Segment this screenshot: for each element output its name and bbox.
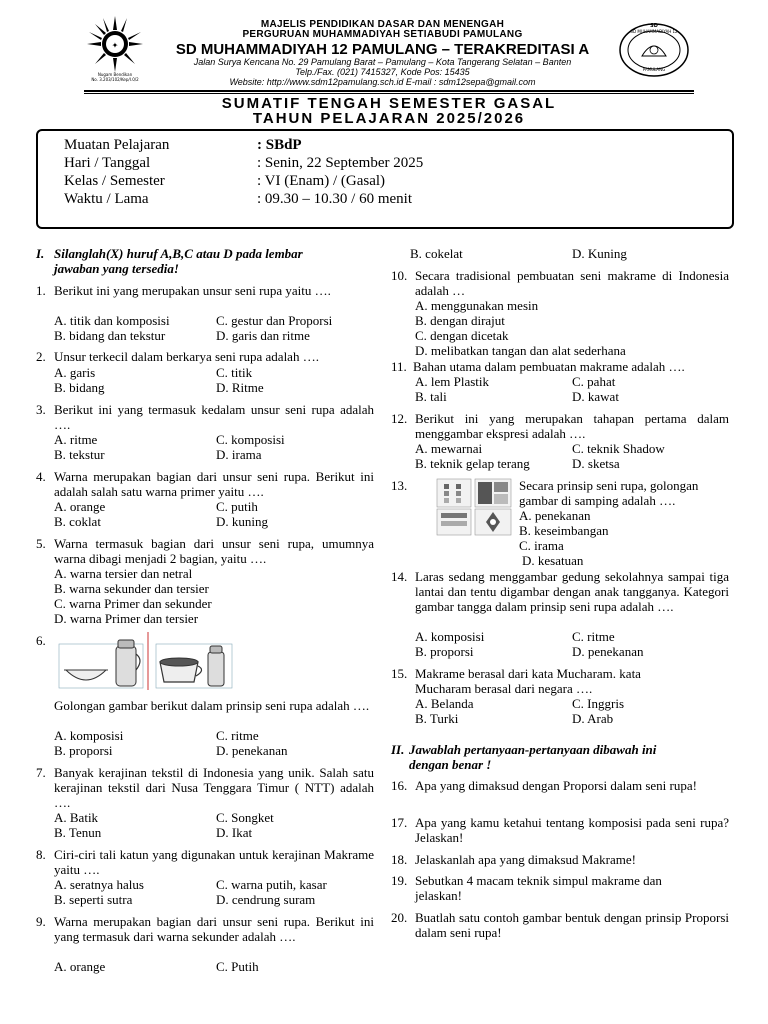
option-d: D. sketsa [572,456,620,471]
option-c: C. titik [216,365,253,380]
option-d: D. Kuning [572,246,627,261]
info-value-time: : 09.30 – 10.30 / 60 menit [257,191,412,207]
question-1 [36,283,374,298]
question-number: 14. [391,569,408,584]
option-a: A. ritme [54,432,98,447]
option-b: B. Tenun [54,825,102,840]
option-c: C. Putih [216,959,259,974]
question-text: Banyak kerajinan tekstil di Indonesia yang unik. Salah satu kerajinan tekstil dari Nusa Tenggara Timur ( NTT) adalah …. [54,765,374,810]
question-12 [391,411,729,441]
option-a: A. penekanan [519,508,591,523]
option-b: B. coklat [54,514,101,529]
question-number: 15. [391,666,408,681]
essay-question-20 [391,910,729,940]
section-1-instruction: Silanglah(X) huruf A,B,C atau D pada lembar [54,246,303,261]
question-number: 8. [36,847,46,862]
question-text: Warna merupakan bagian dari unsur seni rupa. Berikut ini adalah salah satu warna primer yaitu …. [54,469,374,499]
section-2-instruction: Jawablah pertanyaan-pertanyaan dibawah ini [409,742,657,757]
header-line-1: MAJELIS PENDIDIKAN DASAR DAN MENENGAH [260,19,505,30]
question-6-number: 6. [36,633,46,648]
option-d: D. warna Primer dan tersier [54,611,199,626]
header-line-2: PERGURUAN MUHAMMADIYAH SETIABUDI PAMULANG [242,29,523,40]
question-text: Berikut ini yang merupakan tahapan pertama dalam menggambar ekspresi adalah …. [415,411,729,441]
exam-title: SUMATIF TENGAH SEMESTER GASAL [221,95,557,112]
seal-bottom-text: PAMULANG [642,67,666,72]
question-text: Warna termasuk bagian dari unsur seni rupa, umumnya warna dibagi menjadi 2 bagian, yaitu …. [54,536,374,566]
logo-left-caption [80,72,150,82]
option-d: D. kawat [572,389,619,404]
option-c: C. ritme [572,629,615,644]
question-number: 5. [36,536,46,551]
question-2 [36,349,374,364]
option-b: B. proporsi [54,743,113,758]
question-text: Ciri-ciri tali katun yang digunakan untuk kerajinan Makrame yaitu …. [54,847,374,877]
option-c: C. Songket [216,810,274,825]
option-a: A. Batik [54,810,99,825]
question-text: Sebutkan 4 macam teknik simpul makrame dan jelaskan! [415,873,662,903]
exam-year: TAHUN PELAJARAN 2025/2026 [252,110,526,127]
option-c: C. gestur dan Proporsi [216,313,333,328]
option-c: C. dengan dicetak [415,328,509,343]
logo-caption-line: No. 3.203/102/Kep/I.0/2 [91,77,139,82]
essay-question-17 [391,815,729,845]
question-text: Secara prinsip seni rupa, golongan gambar di samping adalah …. [519,478,699,508]
info-label-class: Kelas / Semester [64,173,165,189]
option-d: D. cendrung suram [216,892,316,907]
option-c: C. ritme [216,728,259,743]
option-a: A. garis [54,365,96,380]
option-d: D. kesatuan [522,553,584,568]
question-9 [36,914,374,944]
seal-badge: SD [650,23,658,29]
option-c: C. warna putih, kasar [216,877,327,892]
option-c: C. warna Primer dan sekunder [54,596,212,611]
option-d: D. kuning [216,514,268,529]
option-b: B. bidang dan tekstur [54,328,166,343]
option-a: A. warna tersier dan netral [54,566,193,581]
option-b: B. tekstur [54,447,105,462]
question-11 [391,359,729,374]
question-4 [36,469,374,499]
question-text: Secara tradisional pembuatan seni makrame di Indonesia adalah … [415,268,729,298]
seal-top-text: SD MUHAMMADIYAH 12 [630,29,678,34]
option-d: D. melibatkan tangan dan alat sederhana [415,343,626,358]
question-13-number: 13. [391,478,408,493]
option-b: B. bidang [54,380,105,395]
question-number: 1. [36,283,46,298]
header-rule [84,90,694,92]
option-b: B. proporsi [415,644,474,659]
option-d: D. Ritme [216,380,264,395]
essay-question-16 [391,778,729,793]
question-text: Warna merupakan bagian dari unsur seni rupa. Berikut ini yang termasuk dari warna sekunder adalah …. [54,914,374,944]
school-seal-logo [618,22,690,78]
option-d: D. irama [216,447,262,462]
option-c: C. putih [216,499,258,514]
question-number: 3. [36,402,46,417]
shapes-illustration [436,478,512,536]
question-number: 20. [391,910,408,925]
option-d: D. Ikat [216,825,253,840]
option-a: A. orange [54,959,106,974]
option-b: B. Turki [415,711,459,726]
question-text: Bahan utama dalam pembuatan makrame adalah …. [413,359,685,374]
question-15 [391,666,691,696]
svg-text:✦: ✦ [111,41,119,50]
option-c: C. irama [519,538,564,553]
option-b: B. teknik gelap terang [415,456,530,471]
option-a: A. komposisi [415,629,485,644]
essay-question-19 [391,873,691,903]
question-text: Apa yang dimaksud dengan Proporsi dalam seni rupa! [415,778,697,793]
option-a: A. Belanda [415,696,474,711]
question-number: 4. [36,469,46,484]
option-d: D. Arab [572,711,614,726]
question-text: Unsur terkecil dalam berkarya seni rupa adalah …. [54,349,319,364]
option-a: A. titik dan komposisi [54,313,170,328]
question-10 [391,268,729,298]
option-b: B. warna sekunder dan tersier [54,581,209,596]
school-phone: Telp./Fax. (021) 7415327, Kode Pos: 15435 [295,67,470,77]
question-6-text [54,698,374,713]
question-8 [36,847,374,877]
question-text: Berikut ini yang termasuk kedalam unsur seni rupa adalah …. [54,402,374,432]
info-value-subject: : SBdP [257,137,302,153]
question-text: Makrame berasal dari kata Mucharam. kata Mucharam berasal dari negara …. [415,666,641,696]
section-2-instruction-2: dengan benar ! [409,757,492,772]
question-13-text [519,478,729,508]
option-b: B. cokelat [410,246,463,261]
info-value-class: : VI (Enam) / (Gasal) [257,173,386,189]
school-address: Jalan Surya Kencana No. 29 Pamulang Barat – Pamulang – Kota Tangerang Selatan – Banten [193,57,572,67]
question-5 [36,536,374,566]
question-number: 19. [391,873,408,888]
question-3 [36,402,374,432]
question-text: Golongan gambar berikut dalam prinsip seni rupa adalah …. [54,698,370,713]
header-rule-thin [84,93,694,94]
option-c: C. Inggris [572,696,624,711]
option-a: A. menggunakan mesin [415,298,539,313]
school-website: Website: http://www.sdm12pamulang.sch.id E-mail : sdm12sepa@gmail.com [229,77,536,87]
option-a: A. seratnya halus [54,877,144,892]
option-b: B. tali [415,389,447,404]
question-number: 17. [391,815,408,830]
question-text: Jelaskanlah apa yang dimaksud Makrame! [415,852,636,867]
question-number: 12. [391,411,408,426]
option-b: B. seperti sutra [54,892,133,907]
option-b: B. keseimbangan [519,523,609,538]
question-14 [391,569,729,614]
question-7 [36,765,374,810]
question-number: 18. [391,852,408,867]
option-a: A. lem Plastik [415,374,490,389]
info-label-time: Waktu / Lama [64,191,149,207]
info-value-day: : Senin, 22 September 2025 [257,155,424,171]
question-number: 16. [391,778,408,793]
option-d: D. penekanan [572,644,644,659]
option-a: A. mewarnai [415,441,483,456]
question-text: Apa yang kamu ketahui tentang komposisi pada seni rupa? Jelaskan! [415,815,729,845]
section-1-number: I. [36,246,45,261]
kettle-cup-illustration [56,630,236,692]
section-2-number: II. [391,742,405,757]
section-1-instruction-2: jawaban yang tersedia! [54,261,179,276]
info-label-subject: Muatan Pelajaran [64,137,170,153]
option-a: A. orange [54,499,106,514]
logo-caption-line: Nugam Bendikan [97,72,133,77]
option-d: D. garis dan ritme [216,328,310,343]
question-number: 7. [36,765,46,780]
question-number: 11. [391,359,407,374]
option-b: B. dengan dirajut [415,313,505,328]
question-text: Buatlah satu contoh gambar bentuk dengan prinsip Proporsi dalam seni rupa! [415,910,729,940]
essay-question-18 [391,852,729,867]
question-number: 9. [36,914,46,929]
option-c: C. pahat [572,374,616,389]
question-text: Laras sedang menggambar gedung sekolahnya sampai tiga lantai dan tentu digambar dengan anak tangganya. Kategori gambar tangga dalam prinsip seni rupa adalah …. [415,569,729,614]
info-label-day: Hari / Tanggal [64,155,151,171]
question-number: 10. [391,268,408,283]
question-text: Berikut ini yang merupakan unsur seni rupa yaitu …. [54,283,331,298]
option-c: C. teknik Shadow [572,441,665,456]
option-a: A. komposisi [54,728,124,743]
option-d: D. penekanan [216,743,288,758]
school-name: SD MUHAMMADIYAH 12 PAMULANG – TERAKREDITASI A [175,41,590,58]
option-c: C. komposisi [216,432,285,447]
question-number: 2. [36,349,46,364]
